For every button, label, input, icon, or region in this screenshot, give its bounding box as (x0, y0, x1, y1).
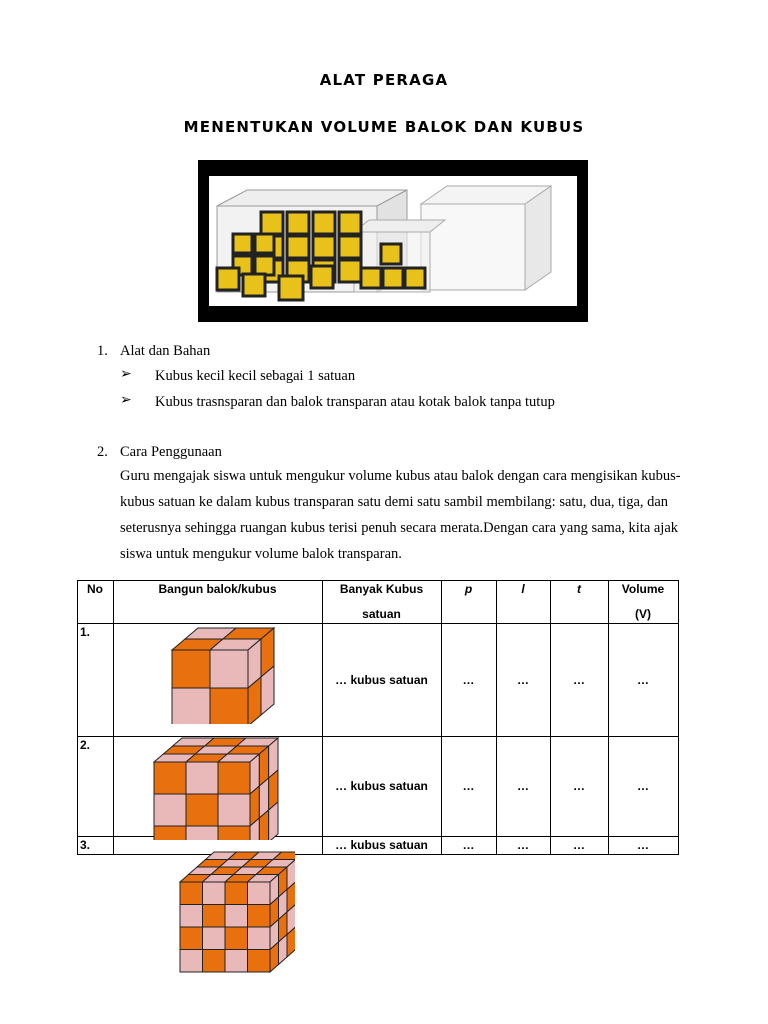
row-1-p: … (462, 673, 475, 687)
header-t: t (577, 582, 581, 596)
section-2-paragraph: Guru mengajak siswa untuk mengukur volume kubus atau balok dengan cara mengisikan kubus-kubus satuan ke dalam kubus transparan satu demi satu sambil membilang: satu, dua, tiga, dan seterusnya sehingga ruangan kubus terisi penuh secara merata.Dengan cara yang sama, kita ajak siswa untuk mengukur volume balok transparan. (120, 468, 681, 562)
header-l: l (521, 582, 525, 596)
row-2-v: … (637, 779, 649, 793)
header-volume: Volume (621, 582, 665, 596)
header-p: p (464, 582, 473, 596)
row-3-count: … kubus satuan (335, 838, 428, 852)
section-2-heading: Cara Penggunaan (120, 444, 222, 460)
row-1-no: 1. (80, 625, 91, 639)
header-no: No (87, 582, 103, 596)
cubes-illustration (209, 176, 577, 306)
arrow-bullet-icon: ➢ (120, 393, 132, 408)
list-item: Kubus trasnsparan dan balok transparan atau kotak balok tanpa tutup (155, 394, 555, 410)
list-item: Kubus kecil kecil sebagai 1 satuan (155, 368, 356, 384)
row-1-v: … (637, 673, 649, 687)
cube-3x3x3-drawing (150, 736, 285, 840)
header-volume-2: (V) (635, 607, 651, 621)
cube-4x4x4-drawing (160, 848, 295, 976)
cube-2x2x2-drawing (168, 626, 278, 724)
row-3-no: 3. (80, 838, 91, 852)
section-1-number: 1. (97, 343, 108, 359)
row-2-l: … (517, 779, 529, 793)
row-3-v: … (637, 838, 649, 852)
row-3-l: … (517, 838, 529, 852)
section-2-number: 2. (97, 444, 108, 460)
header-count-2: satuan (362, 607, 401, 621)
row-3-p: … (462, 838, 475, 852)
row-1-t: … (573, 673, 585, 687)
row-1-count: … kubus satuan (335, 673, 428, 687)
row-2-count: … kubus satuan (335, 779, 428, 793)
row-2-p: … (462, 779, 475, 793)
section-1-heading: Alat dan Bahan (120, 343, 211, 359)
row-3-t: … (573, 838, 585, 852)
header-shape: Bangun balok/kubus (158, 582, 277, 596)
cubes-photo (198, 160, 588, 322)
row-2-no: 2. (80, 738, 91, 752)
page-subtitle: MENENTUKAN VOLUME BALOK DAN KUBUS (183, 118, 585, 136)
row-2-t: … (573, 779, 585, 793)
page-title: ALAT PERAGA (319, 71, 449, 89)
header-count: Banyak Kubus (339, 582, 424, 596)
arrow-bullet-icon: ➢ (120, 367, 132, 382)
row-1-l: … (517, 673, 529, 687)
